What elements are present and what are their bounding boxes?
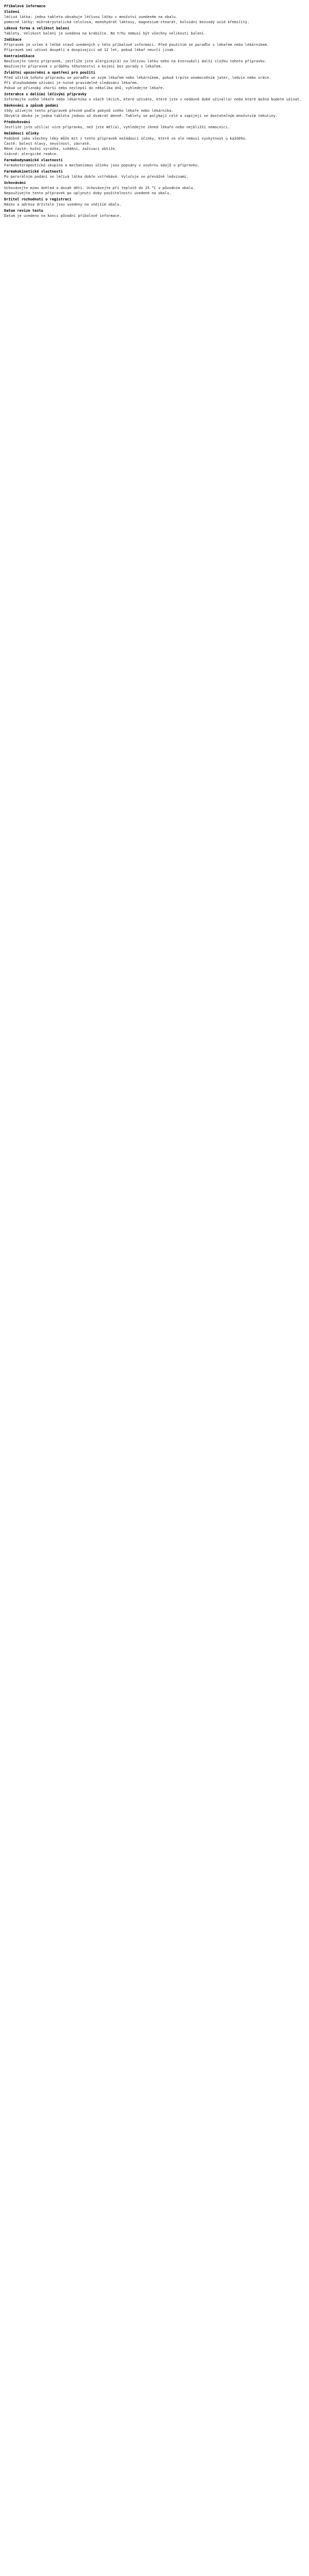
section-paragraph: Časté: bolest hlavy, nevolnost, závratě. [4, 142, 91, 146]
section-heading: Kontraindikace [4, 54, 35, 58]
section-heading: Nežádoucí účinky [4, 131, 39, 135]
section-heading: Složení [4, 10, 20, 14]
section-paragraph: Neužívejte přípravek v průběhu těhotenství a kojení bez porady s lékařem. [4, 64, 163, 69]
section-heading: Zvláštní upozornění a opatření pro použití [4, 71, 96, 75]
section-heading: Léková forma a velikost balení [4, 26, 70, 30]
section-paragraph: Uchovávejte mimo dohled a dosah dětí. Uchovávejte při teplotě do 25 °C v původním obalu. [4, 186, 195, 190]
section-heading: Datum revize textu [4, 209, 43, 213]
document-title: Příbalová informace [4, 4, 46, 8]
section-paragraph: Přípravek smí užívat dospělí a dospívající od 12 let, pokud lékař neurčí jinak. [4, 48, 176, 52]
section-paragraph: Jestliže jste užil(a) více přípravku, než jste měl(a), vyhledejte ihned lékaře nebo nejbližší nemocnici. [4, 125, 230, 129]
section-heading: Farmakodynamické vlastnosti [4, 158, 63, 162]
sections-container [4, 10, 305, 218]
section-paragraph: Podobně jako všechny léky může mít i tento přípravek nežádoucí účinky, které se ale nemusí vyskytnout u každého. [4, 137, 248, 141]
section-paragraph: Při dlouhodobém užívání je nutné pravidelné sledování lékařem. [4, 81, 139, 85]
section-heading: Farmakokinetické vlastnosti [4, 170, 63, 174]
section [4, 71, 305, 91]
section-heading: Dávkování a způsob podání [4, 104, 59, 108]
section [4, 197, 305, 207]
section-paragraph: Tablety. Velikost balení je uvedena na krabičce. Na trhu nemusí být všechny velikosti balení. [4, 31, 206, 36]
section-paragraph: Vždy užívejte tento přípravek přesně podle pokynů svého lékaře nebo lékárníka. [4, 109, 174, 113]
section [4, 131, 305, 157]
section [4, 38, 305, 53]
section [4, 10, 305, 25]
section [4, 104, 305, 118]
section-paragraph: léčivá látka: jedna tableta obsahuje léčivou látku v množství uvedeném na obalu. [4, 15, 178, 19]
section-paragraph: Vzácné: alergické reakce. [4, 152, 59, 156]
section [4, 158, 305, 168]
section-heading: Interakce s dalšími léčivými přípravky [4, 92, 87, 96]
section-paragraph: Datum je uvedeno na konci původní příbalové informace. [4, 214, 122, 218]
section [4, 209, 305, 218]
section-paragraph: Neužívejte tento přípravek, jestliže jste alergický(á) na léčivou látku nebo na kteroukoli další složku tohoto přípravku. [4, 59, 267, 63]
section [4, 170, 305, 179]
section-paragraph: Před užitím tohoto přípravku se poraďte se svým lékařem nebo lékárníkem, pokud trpíte onemocněním jater, ledvin nebo srdce. [4, 76, 271, 80]
section [4, 92, 305, 102]
section [4, 181, 305, 196]
section-paragraph: Přípravek je určen k léčbě stavů uvedených v této příbalové informaci. Před použitím se poraďte s lékařem nebo lékárníkem. [4, 43, 269, 47]
section-heading: Indikace [4, 38, 22, 42]
section-heading: Předávkování [4, 120, 30, 124]
section-paragraph: Informujte svého lékaře nebo lékárníka o všech lécích, které užíváte, které jste v nedávné době užíval(a) nebo které možná budete užívat. [4, 97, 302, 101]
section-paragraph: Farmakoterapeutická skupina a mechanismus účinku jsou popsány v souhrnu údajů o přípravku. [4, 163, 200, 167]
section-paragraph: pomocné látky: mikrokrystalická celulosa, monohydrát laktosy, magnesium-stearát, koloidní bezvodý oxid křemičitý. [4, 20, 250, 24]
section [4, 26, 305, 36]
section-heading: Uchovávání [4, 181, 26, 185]
section [4, 54, 305, 69]
section-paragraph: Název a adresa držitele jsou uvedeny na vnějším obalu. [4, 202, 122, 207]
section-paragraph: Obvyklá dávka je jedna tableta jednou až dvakrát denně. Tablety se polykají celé a zapíjejí se dostatečným množstvím tekutiny. [4, 114, 278, 118]
section-paragraph: Pokud se příznaky zhorší nebo nezlepší do několika dnů, vyhledejte lékaře. [4, 86, 165, 90]
section-paragraph: Méně časté: kožní vyrážka, svědění, zažívací obtíže. [4, 147, 117, 151]
section-heading: Držitel rozhodnutí o registraci [4, 197, 72, 201]
section-paragraph: Nepoužívejte tento přípravek po uplynutí doby použitelnosti uvedené na obalu. [4, 191, 171, 195]
section-paragraph: Po perorálním podání se léčivá látka dobře vstřebává. Vylučuje se převážně ledvinami. [4, 175, 189, 179]
section [4, 120, 305, 130]
